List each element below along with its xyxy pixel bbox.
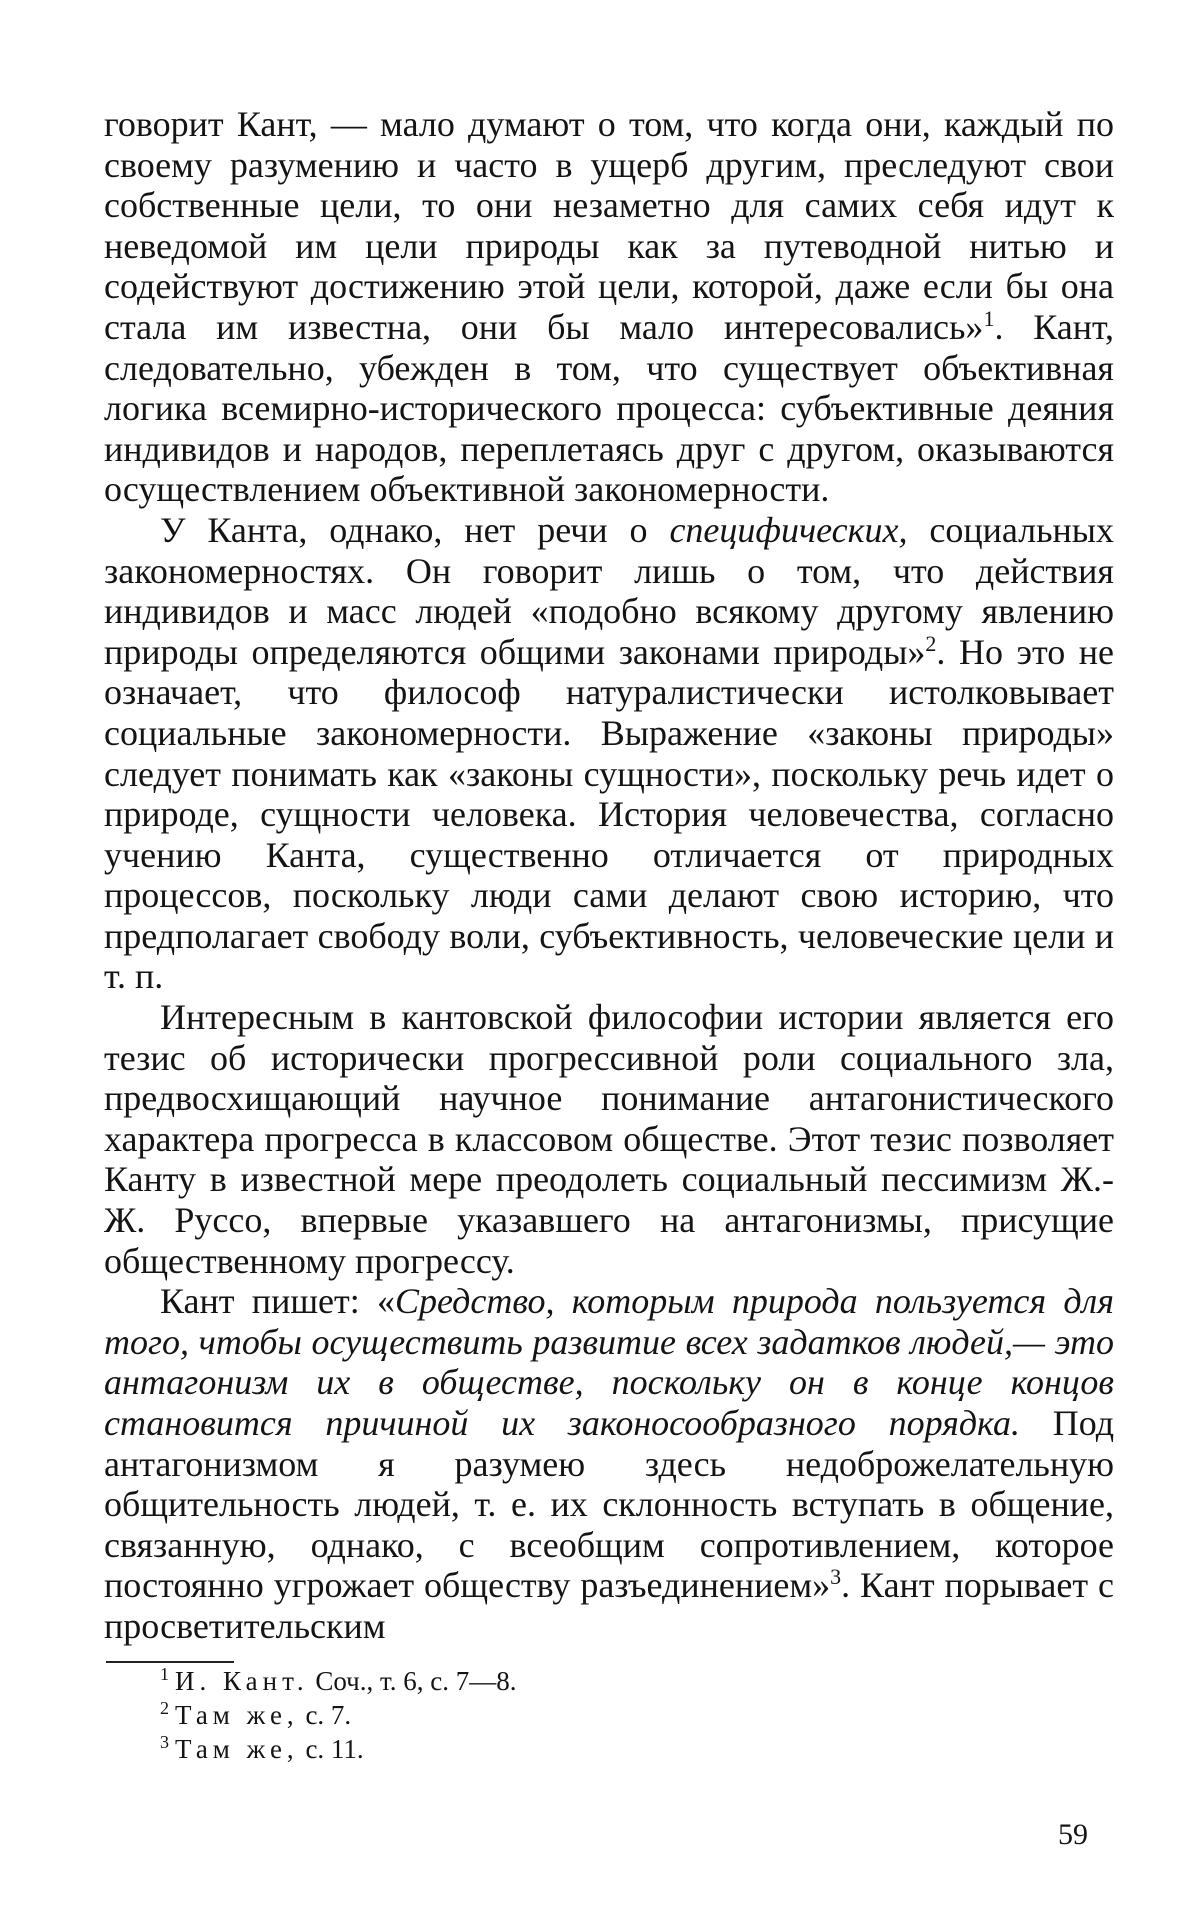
footnote-author: Там же, <box>175 1734 299 1764</box>
page-number: 59 <box>1058 1818 1088 1851</box>
footnote <box>160 1732 960 1766</box>
text-segment: . Но это не означает, что философ натуралистически истолковывает социальные закономерности. Выражение «законы природы» следует понимать как «законы сущности», поскольку речь идет о природе, сущности человека. История человечества, согласно учению Канта, существенно отличается от природных процессов, поскольку люди сами делают свою историю, что предполагает свободу воли, субъективность, человеческие цели и т. п. <box>104 631 1114 997</box>
footnote-divider <box>106 1661 234 1663</box>
paragraph <box>104 997 1114 1281</box>
italic-text: специфических, <box>669 509 908 550</box>
paragraph <box>104 104 1114 510</box>
text-segment: Кант пишет: « <box>160 1281 396 1322</box>
footnote-citation: с. 11. <box>298 1734 364 1764</box>
footnote <box>160 1664 960 1698</box>
footnote-author: И. Кант. <box>175 1666 309 1696</box>
text-segment: . Кант, следовательно, убежден в том, что существует объективная логика всемирно-исторического процесса: субъективные деяния индивидов и народов, переплетаясь друг с другом, оказываются осуществлением объективной закономерности. <box>104 306 1114 510</box>
footnote-mark: 3 <box>160 1732 169 1752</box>
paragraph <box>104 510 1114 997</box>
footnote-citation: с. 7. <box>298 1700 352 1730</box>
footnotes <box>160 1664 960 1766</box>
text-segment: . Кант порывает с просветительским <box>104 1565 1114 1646</box>
main-text <box>104 104 1114 1647</box>
text-segment: У Канта, однако, нет речи о <box>160 509 670 550</box>
text-segment: говорит Кант, — мало думают о том, что когда они, каждый по своему разумению и часто в ущерб другим, преследуют свои собственные цели, то они незаметно для самих себя идут к неведомой им цели природы как за путеводной нитью и содействуют достижению этой цели, которой, даже если бы она стала им известна, они бы мало интересовались» <box>104 104 1114 347</box>
paragraph <box>104 1281 1114 1646</box>
italic-text: Средство, которым природа пользуется для того, чтобы осуществить развитие всех задатков людей,— это антагонизм их в обществе, поскольку он в конце концов становится причиной их законосообразного порядка. <box>104 1281 1114 1443</box>
text-segment: социальных закономерностях. Он говорит лишь о том, что действия индивидов и масс людей «подобно всякому другому явлению природы определяются общими законами природы» <box>104 509 1114 672</box>
footnote <box>160 1698 960 1732</box>
footnote-reference: 1 <box>983 305 995 331</box>
footnote-reference: 2 <box>925 630 937 656</box>
footnote-author: Там же, <box>175 1700 299 1730</box>
text-segment: Интересным в кантовской философии истории является его тезис об исторически прогрессивной роли социального зла, предвосхищающий научное понимание антагонистического характера прогресса в классовом обществе. Этот тезис позволяет Канту в известной мере преодолеть социальный пессимизм Ж.-Ж. Руссо, впервые указавшего на антагонизмы, присущие общественному прогрессу. <box>104 997 1114 1281</box>
footnote-citation: Соч., т. 6, с. 7—8. <box>308 1666 517 1696</box>
footnote-mark: 2 <box>160 1698 169 1718</box>
footnote-mark: 1 <box>160 1664 169 1684</box>
text-segment: Под антагонизмом я разумею здесь недоброжелательную общительность людей, т. е. их склонность вступать в общение, связанную, однако, с всеобщим сопротивлением, которое постоянно угрожает обществу разъединением» <box>104 1403 1115 1606</box>
footnote-reference: 3 <box>830 1564 842 1590</box>
